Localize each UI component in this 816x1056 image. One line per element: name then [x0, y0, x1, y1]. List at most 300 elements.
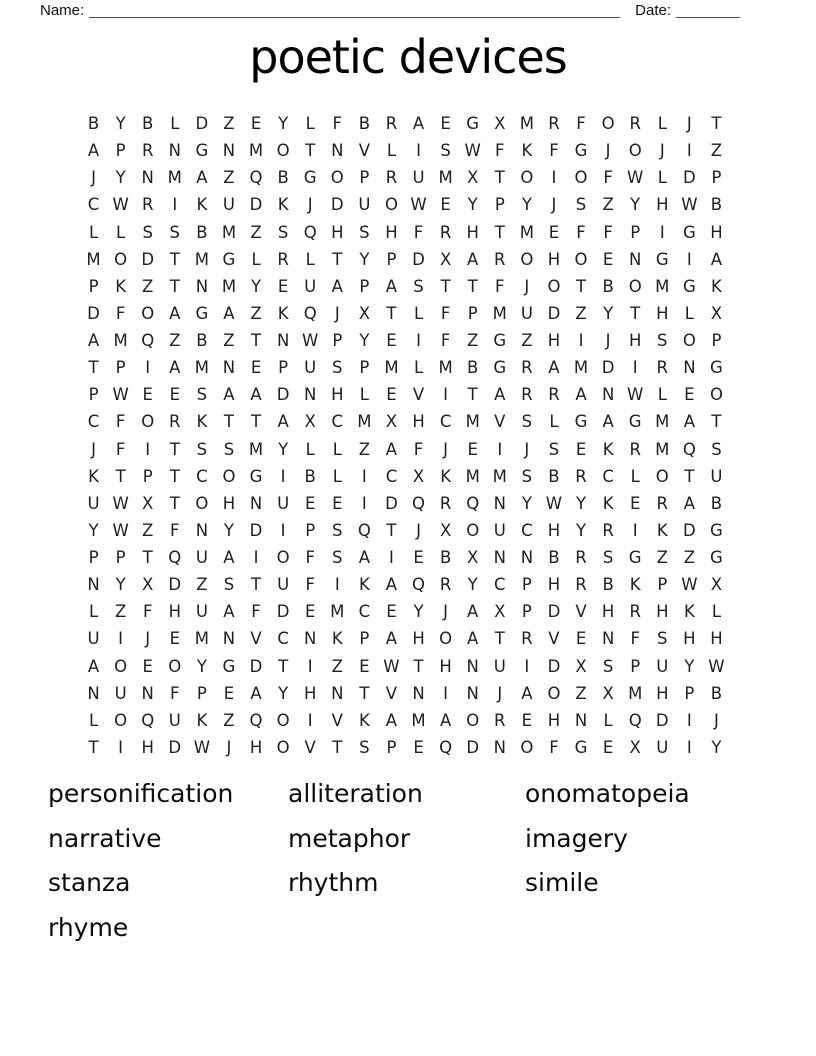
grid-cell: E [169, 629, 180, 649]
grid-cell: Q [249, 710, 263, 730]
grid-cell: Y [575, 493, 587, 513]
grid-cell: Z [223, 114, 235, 134]
grid-cell: E [169, 385, 180, 405]
grid-cell: O [682, 331, 696, 351]
grid-cell: M [438, 168, 453, 188]
grid-cell: N [574, 710, 588, 730]
grid-cell: N [87, 683, 100, 703]
grid-cell: D [195, 114, 209, 134]
grid-cell: F [170, 520, 180, 540]
grid-cell: I [361, 466, 367, 486]
grid-cell: Z [169, 331, 181, 351]
grid-cell: M [573, 358, 589, 378]
grid-cell: G [493, 358, 507, 378]
grid-cell: C [331, 412, 344, 432]
grid-cell: U [493, 656, 506, 676]
grid-cell: D [249, 195, 263, 215]
date-fill-line [676, 2, 740, 18]
grid-cell: R [521, 385, 533, 405]
grid-cell: I [172, 195, 178, 215]
grid-cell: A [683, 493, 696, 513]
grid-cell: K [277, 195, 289, 215]
grid-cell: R [602, 520, 614, 540]
grid-cell: P [115, 548, 126, 568]
grid-cell: R [548, 385, 560, 405]
grid-cell: K [115, 276, 127, 296]
grid-cell: E [142, 385, 153, 405]
grid-cell: C [494, 575, 506, 595]
grid-cell: T [494, 222, 505, 242]
grid-cell: R [141, 141, 154, 161]
word-list-item: rhythm [288, 868, 379, 897]
word-list-item: rhyme [48, 912, 129, 942]
word-list-column [525, 772, 690, 906]
grid-cell: H [331, 222, 344, 242]
grid-cell: M [221, 276, 237, 296]
grid-cell: R [629, 114, 641, 134]
grid-cell: I [145, 358, 151, 378]
grid-cell: T [332, 249, 343, 269]
grid-cell: M [384, 358, 399, 378]
grid-cell: Y [88, 520, 99, 540]
grid-cell: U [304, 358, 317, 378]
grid-cell: K [358, 575, 370, 595]
grid-cell: N [683, 358, 696, 378]
grid-cell: T [467, 385, 478, 405]
grid-cell: R [494, 249, 506, 269]
grid-cell: S [169, 222, 181, 242]
grid-cell: F [576, 114, 586, 134]
word-list-item: imagery [525, 823, 628, 853]
grid-cell: N [222, 358, 236, 378]
grid-cell: P [467, 303, 478, 323]
grid-cell: F [440, 303, 451, 323]
grid-cell: D [141, 249, 155, 269]
grid-cell: Z [683, 548, 696, 568]
grid-cell: T [88, 358, 99, 378]
grid-cell: Z [114, 602, 127, 622]
grid-cell: L [603, 710, 613, 730]
grid-cell: E [575, 629, 587, 649]
date-label: Date: [635, 2, 671, 19]
grid-cell: Y [467, 575, 478, 595]
grid-cell: Y [278, 114, 289, 134]
grid-cell: I [551, 168, 557, 188]
grid-cell: X [710, 303, 723, 323]
grid-cell: N [493, 548, 506, 568]
grid-cell: P [684, 683, 695, 703]
grid-cell: N [141, 168, 154, 188]
grid-cell: V [304, 737, 316, 757]
grid-cell: F [305, 548, 315, 568]
grid-cell: L [657, 168, 667, 188]
grid-cell: G [249, 466, 263, 486]
grid-cell: N [629, 249, 642, 269]
grid-cell: M [655, 412, 670, 432]
page-title: poetic devices [249, 30, 567, 84]
grid-cell: P [494, 195, 505, 215]
grid-cell: A [602, 412, 614, 432]
grid-cell: H [168, 602, 181, 622]
grid-cell: P [521, 602, 532, 622]
grid-cell: O [601, 114, 615, 134]
grid-cell: H [331, 385, 344, 405]
grid-cell: S [602, 656, 614, 676]
grid-cell: I [118, 629, 124, 649]
grid-cell: G [574, 141, 588, 161]
grid-cell: R [494, 710, 506, 730]
grid-cell: C [358, 602, 371, 622]
grid-cell: R [548, 114, 560, 134]
grid-cell: S [657, 331, 668, 351]
grid-cell: P [115, 141, 126, 161]
grid-cell: T [250, 575, 262, 595]
grid-cell: O [574, 249, 588, 269]
grid-cell: G [682, 276, 696, 296]
grid-cell: P [521, 575, 532, 595]
grid-cell: Z [142, 520, 154, 540]
grid-cell: B [467, 358, 479, 378]
grid-cell: O [141, 303, 155, 323]
grid-cell: F [630, 629, 640, 649]
grid-cell: E [386, 602, 397, 622]
grid-cell: P [630, 656, 641, 676]
grid-cell: B [87, 114, 100, 134]
grid-cell: N [195, 276, 209, 296]
grid-cell: A [169, 303, 181, 323]
grid-cell: V [358, 141, 371, 161]
grid-cell: D [683, 168, 696, 188]
grid-cell: M [492, 303, 507, 323]
word-list [0, 772, 816, 957]
grid-cell: L [251, 249, 261, 269]
grid-cell: A [223, 548, 235, 568]
grid-cell: M [492, 466, 507, 486]
grid-cell: Q [303, 222, 317, 242]
grid-cell: P [88, 385, 99, 405]
grid-cell: R [575, 548, 587, 568]
grid-cell: Z [223, 331, 235, 351]
grid-cell: U [195, 602, 208, 622]
grid-cell: D [601, 358, 615, 378]
grid-cell: O [709, 385, 723, 405]
word-list-column [288, 772, 423, 906]
grid-cell: I [659, 222, 665, 242]
grid-cell: C [521, 520, 533, 540]
grid-cell: T [115, 466, 126, 486]
grid-cell: Y [603, 303, 614, 323]
grid-cell: P [359, 276, 370, 296]
grid-cell: R [656, 358, 669, 378]
grid-cell: P [711, 168, 722, 188]
grid-cell: I [686, 710, 692, 730]
grid-cell: P [630, 222, 641, 242]
grid-cell: Z [656, 548, 668, 568]
grid-cell: K [683, 602, 695, 622]
grid-cell: H [439, 656, 452, 676]
grid-cell: Y [467, 195, 478, 215]
grid-cell: T [88, 737, 99, 757]
grid-cell: C [87, 412, 100, 432]
grid-cell: Z [196, 575, 208, 595]
grid-cell: W [681, 575, 698, 595]
grid-cell: J [226, 737, 232, 757]
grid-cell: Y [115, 168, 126, 188]
grid-cell: I [280, 466, 286, 486]
grid-cell: E [602, 737, 614, 757]
grid-cell: L [549, 412, 559, 432]
grid-cell: T [250, 331, 262, 351]
grid-cell: Z [575, 683, 587, 703]
grid-cell: M [411, 710, 426, 730]
grid-cell: S [602, 548, 614, 568]
grid-cell: Y [413, 602, 424, 622]
grid-cell: A [223, 303, 235, 323]
grid-cell: Q [357, 520, 371, 540]
grid-cell: K [196, 412, 208, 432]
grid-cell: S [332, 358, 343, 378]
grid-cell: D [330, 195, 344, 215]
grid-cell: W [383, 656, 400, 676]
grid-cell: H [412, 629, 425, 649]
grid-cell: P [332, 331, 343, 351]
grid-cell: X [494, 114, 506, 134]
grid-cell: A [412, 114, 425, 134]
grid-cell: N [466, 683, 479, 703]
grid-cell: E [684, 385, 695, 405]
grid-cell: K [629, 575, 641, 595]
grid-cell: P [142, 466, 153, 486]
grid-cell: O [574, 168, 588, 188]
grid-cell: H [656, 602, 669, 622]
grid-cell: N [141, 683, 154, 703]
grid-cell: N [493, 493, 506, 513]
grid-cell: M [465, 466, 480, 486]
grid-cell: I [632, 520, 638, 540]
grid-cell: B [548, 548, 560, 568]
grid-cell: O [520, 168, 534, 188]
grid-cell: A [575, 385, 587, 405]
grid-cell: X [494, 602, 506, 622]
grid-cell: S [521, 412, 533, 432]
grid-cell: E [602, 249, 614, 269]
grid-cell: T [630, 303, 641, 323]
grid-cell: B [439, 548, 452, 568]
grid-cell: F [413, 439, 424, 459]
grid-cell: A [250, 683, 262, 703]
grid-cell: R [385, 114, 398, 134]
grid-cell: Y [630, 195, 641, 215]
grid-cell: F [170, 683, 180, 703]
grid-cell: A [223, 602, 235, 622]
grid-cell: Z [602, 195, 614, 215]
grid-cell: P [305, 520, 316, 540]
grid-cell: X [412, 466, 425, 486]
grid-cell: E [413, 737, 424, 757]
grid-cell: J [686, 114, 692, 134]
grid-cell: C [277, 629, 289, 649]
grid-cell: U [114, 683, 127, 703]
grid-cell: B [602, 575, 614, 595]
grid-cell: W [681, 195, 698, 215]
grid-cell: L [88, 602, 99, 622]
grid-cell: A [385, 439, 398, 459]
grid-cell: U [656, 737, 669, 757]
grid-cell: J [91, 439, 96, 459]
grid-cell: T [386, 520, 397, 540]
grid-cell: R [575, 575, 587, 595]
grid-cell: U [87, 629, 100, 649]
grid-cell: A [169, 358, 181, 378]
grid-cell: S [657, 629, 668, 649]
grid-cell: G [303, 168, 317, 188]
grid-cell: P [115, 358, 126, 378]
grid-cell: A [467, 629, 479, 649]
grid-cell: I [497, 439, 503, 459]
grid-cell: K [602, 493, 614, 513]
grid-cell: A [385, 575, 398, 595]
grid-cell: T [169, 249, 180, 269]
grid-cell: G [628, 548, 642, 568]
grid-cell: L [413, 303, 424, 323]
grid-cell: E [304, 602, 316, 622]
grid-cell: U [195, 548, 208, 568]
grid-cell: X [629, 737, 641, 757]
grid-cell: P [278, 358, 289, 378]
name-label: Name: [40, 2, 85, 19]
grid-cell: P [657, 575, 668, 595]
grid-cell: K [88, 466, 99, 486]
grid-cell: C [87, 195, 100, 215]
grid-cell: O [439, 629, 453, 649]
grid-cell: H [412, 412, 425, 432]
grid-cell: N [331, 141, 344, 161]
grid-cell: B [710, 493, 723, 513]
grid-cell: Y [359, 331, 370, 351]
grid-cell: Q [168, 548, 182, 568]
grid-cell: U [520, 303, 533, 323]
grid-cell: Q [628, 710, 642, 730]
grid-cell: E [223, 683, 235, 703]
grid-cell: R [439, 575, 452, 595]
grid-cell: E [467, 439, 478, 459]
grid-cell: S [196, 439, 208, 459]
grid-cell: T [684, 466, 695, 486]
grid-cell: O [547, 276, 561, 296]
word-list-item: personification [48, 779, 234, 808]
grid-cell: R [656, 493, 669, 513]
grid-cell: E [250, 358, 262, 378]
grid-cell: N [168, 141, 181, 161]
grid-cell: Y [223, 520, 234, 540]
grid-cell: G [710, 520, 723, 540]
grid-cell: O [141, 412, 155, 432]
grid-cell: S [277, 222, 289, 242]
grid-cell: T [169, 276, 180, 296]
grid-cell: H [303, 683, 317, 703]
grid-cell: N [331, 683, 344, 703]
grid-cell: Y [684, 656, 695, 676]
grid-cell: M [248, 439, 264, 459]
grid-cell: R [629, 439, 641, 459]
grid-cell: O [276, 710, 290, 730]
grid-cell: U [710, 466, 723, 486]
grid-cell: Z [331, 656, 343, 676]
grid-cell: E [304, 493, 316, 513]
grid-cell: H [547, 331, 561, 351]
grid-cell: A [683, 412, 696, 432]
grid-cell: G [195, 303, 209, 323]
grid-cell: L [630, 466, 640, 486]
grid-cell: P [711, 331, 722, 351]
grid-cell: F [549, 141, 559, 161]
grid-cell: L [332, 439, 342, 459]
grid-cell: W [112, 493, 129, 513]
word-list-column [48, 772, 233, 950]
grid-cell: M [86, 249, 101, 269]
grid-cell: I [686, 249, 692, 269]
grid-cell: O [547, 683, 561, 703]
grid-cell: V [494, 412, 506, 432]
grid-cell: I [416, 141, 421, 161]
grid-cell: Z [250, 303, 262, 323]
grid-cell: W [464, 141, 481, 161]
grid-cell: N [249, 493, 263, 513]
grid-cell: G [655, 249, 669, 269]
grid-cell: H [547, 710, 561, 730]
grid-cell: A [467, 249, 479, 269]
grid-cell: S [548, 439, 560, 459]
grid-cell: X [439, 520, 452, 540]
grid-cell: F [251, 602, 261, 622]
grid-cell: S [223, 439, 235, 459]
grid-cell: I [686, 141, 692, 161]
grid-cell: Y [359, 249, 370, 269]
grid-cell: T [250, 412, 262, 432]
grid-cell: C [602, 466, 614, 486]
grid-cell: I [334, 575, 340, 595]
grid-cell: C [385, 466, 398, 486]
grid-cell: G [710, 358, 723, 378]
grid-cell: B [196, 331, 208, 351]
grid-cell: N [493, 737, 506, 757]
grid-cell: N [304, 629, 317, 649]
header [40, 1, 740, 19]
grid-cell: V [548, 629, 560, 649]
grid-cell: H [547, 249, 561, 269]
grid-cell: B [196, 222, 208, 242]
grid-cell: T [169, 439, 180, 459]
grid-cell: G [493, 331, 507, 351]
name-fill-line [89, 2, 620, 18]
grid-cell: E [575, 439, 587, 459]
grid-cell: T [494, 629, 505, 649]
grid-cell: T [359, 683, 370, 703]
grid-cell: L [684, 303, 694, 323]
grid-cell: I [361, 493, 367, 513]
grid-cell: X [358, 303, 371, 323]
grid-cell: S [332, 548, 343, 568]
grid-cell: A [548, 358, 560, 378]
grid-cell: O [466, 710, 480, 730]
grid-cell: G [628, 412, 642, 432]
grid-cell: T [142, 548, 153, 568]
grid-cell: Q [412, 575, 426, 595]
grid-cell: D [168, 737, 182, 757]
grid-cell: X [385, 412, 398, 432]
grid-cell: G [195, 141, 209, 161]
grid-cell: I [443, 385, 449, 405]
